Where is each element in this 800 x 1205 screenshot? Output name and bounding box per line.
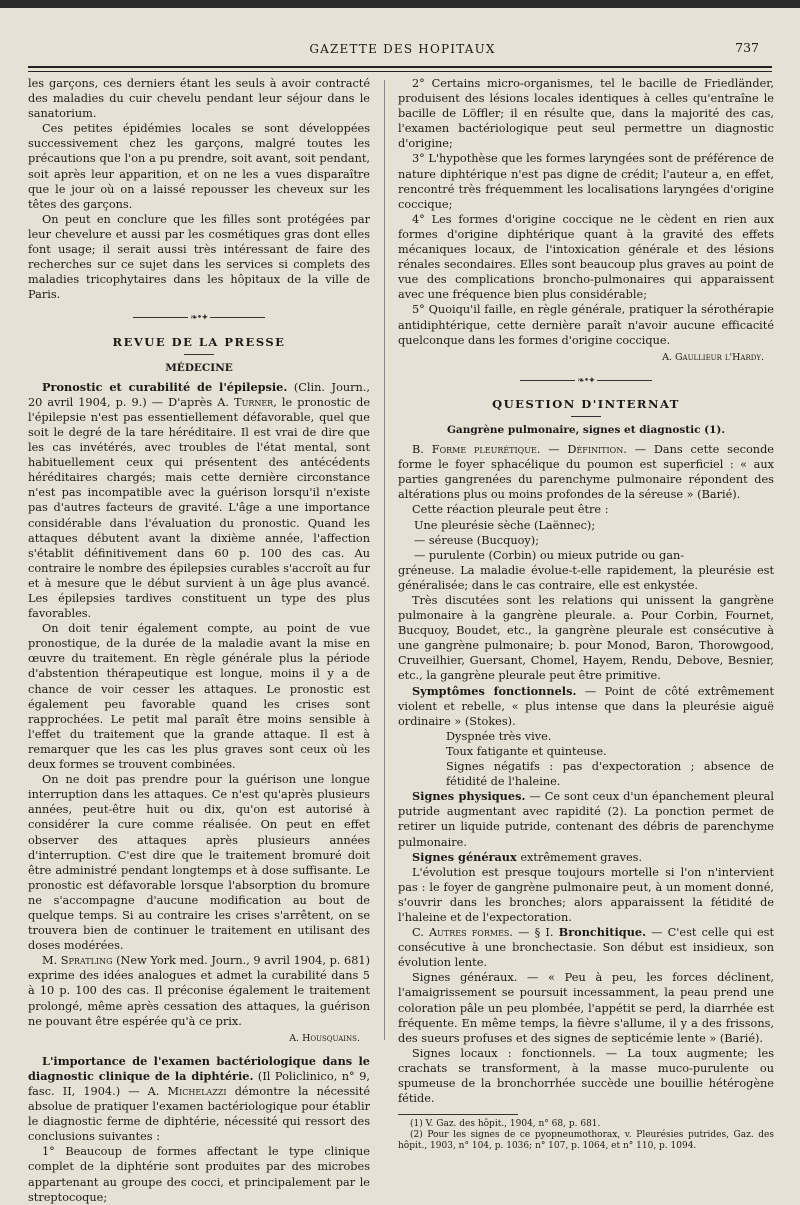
article-text: , le pronostic de l'épilepsie n'est pas essentiellement défavorable, quel que soit le degré de la tare héréditaire. Il est vrai de dire que les cas invétérés, avec troubles de l'état mental, sont habituellement ceux qui présentent des antécédents héréditaires chargés; mais cette dernière circonstance n'est pas incompatible avec la guérison lorsqu'il n'existe pas d'autres facteurs de gravité. L'âge a une importance considérable dans l'évaluation du pronostic. Quand les attaques débutent avant la dixième année, l'affection s'établit définitivement dans 60 p. 100 des cas. Au contraire le nombre des épilepsies curables s'accroît au fur et à mesure que le début survient à un âge plus avancé. Les épilepsies tardives constituent un type des plus favorables.	[28, 395, 370, 621]
author: M. Spratling	[42, 954, 113, 968]
paragraph	[398, 850, 774, 865]
article-text: — Ce sont ceux d'un épanchement pleural putride augmentant avec rapidité (2). La ponction permet de retirer un liquide putride, contenant des débris de parenchyme pulmonaire.	[398, 790, 775, 849]
section-title: REVUE DE LA PRESSE	[112, 334, 286, 349]
article-text: démontre la nécessité absolue de pratiquer l'examen bactériologique pour établir le diagnostic ferme de diphtérie, nécessité qui ressort des conclusions suivantes :	[28, 1085, 371, 1144]
paragraph: 3° L'hypothèse que les formes laryngées sont de préférence de nature diphtérique n'est pas digne de crédit; l'auteur a, en effet, rencontré très fréquemment les localisations laryngées d'origine coccique;	[398, 152, 774, 211]
left-column	[28, 76, 370, 1205]
paragraph: 5° Quoiqu'il faille, en règle générale, pratiquer la sérothérapie antidiphtérique, cette dernière paraît n'avoir aucune efficacité quelconque dans les formes d'origine coccique.	[398, 303, 774, 347]
paragraph: Signes locaux : fonctionnels. — La toux augmente; les crachats se transforment, à la masse muco-purulente ou spumeuse de la bronchorrhée succède une bouillie hétérogène fétide.	[398, 1046, 774, 1106]
list-item: — séreuse (Bucquoy);	[414, 533, 540, 547]
article-epilepsie	[28, 380, 370, 622]
list-item: — purulente (Corbin) ou mieux putride ou gan-	[414, 548, 685, 562]
author: Turner	[234, 395, 274, 409]
list-item: Une pleurésie sèche (Laënnec);	[414, 518, 596, 532]
subsection-title: Gangrène pulmonaire, signes et diagnostic (1).	[446, 423, 726, 436]
article-text: — Dans cette seconde forme le foyer sphacélique du poumon est superficiel : « aux parties gangrenées du parenchyme pulmonaire répondent des altérations plus ou moins profondes de la séreuse » (Barié).	[398, 443, 774, 502]
paragraph: Toux fatigante et quinteuse.	[446, 744, 607, 758]
header-rule	[28, 66, 772, 68]
page-number: 737	[735, 40, 759, 55]
paragraph: 1° Beaucoup de formes affectant le type clinique complet de la diphtérie sont produites par des microbes appartenant au groupe des cocci, et principalement par le streptocoque;	[28, 1145, 370, 1204]
section-ornament: ❧•✦	[398, 374, 774, 389]
footnote-rule	[398, 1114, 518, 1115]
paragraph: Ces petites épidémies locales se sont développées successivement chez les garçons, malgré toutes les précautions que l'on a pu prendre, soit avant, soit pendant, soit après leur apparition, et on ne les a vues disparaître que le jour où on a laissé repousser les cheveux sur les têtes des garçons.	[28, 122, 370, 211]
divider	[571, 416, 601, 417]
paragraph	[398, 789, 774, 849]
subsection-title: MÉDECINE	[165, 361, 233, 374]
section-ornament: ❧•✦	[28, 311, 370, 326]
running-header	[40, 42, 765, 56]
signature: A. Gaullieur l'Hardy.	[662, 351, 764, 363]
paragraph: Dyspnée très vive.	[446, 729, 552, 743]
signature: A. Housquains.	[289, 1032, 360, 1044]
author: Michelazzi	[167, 1085, 227, 1098]
paragraph	[398, 442, 774, 502]
heading-inline: Bronchitique.	[558, 925, 647, 940]
article-text: extrêmement graves.	[520, 850, 643, 864]
paragraph: On peut en conclure que les filles sont protégées par leur chevelure et aussi par les cosmétiques gras dont elles font usage; il serait aussi très intéressant de faire des recherches sur ce sujet dans les services si complets des maladies tricophytaires dans les hôpitaux de la ville de Paris.	[28, 212, 370, 302]
article-title: L'importance de l'examen bactériologique dans le diagnostic clinique de la diphtérie.	[28, 1053, 370, 1083]
heading-inline: Signes physiques.	[412, 789, 526, 804]
divider	[184, 354, 214, 355]
pleuresie-list	[414, 518, 774, 563]
article-ref: (Il Policlinico, n° 9, fasc. II, 1904.) — A.	[28, 1069, 370, 1098]
article-text: — C'est celle qui est consécutive à une bronchectasie. Son début est insidieux, son évolution lente.	[398, 926, 775, 970]
paragraph: Signes généraux. — « Peu à peu, les forces déclinent, l'amaigrissement se poursuit incessamment, la peau prend une coloration pâle un peu plombée, l'appétit se perd, la diarrhée est fréquente. En même temps, la fièvre s'allume, il y a des frissons, des sueurs profuses et des signes de septicémie lente » (Barié).	[398, 971, 774, 1045]
paragraph: Cette réaction pleurale peut être :	[412, 503, 609, 517]
paragraph: Très discutées sont les relations qui unissent la gangrène pulmonaire à la gangrène pleurale. a. Pour Corbin, Fournet, Bucquoy, Boudet, etc., la gangrène pleurale est consécutive à une gangrène pulmonaire; b. pour Monod, Baron, Thorowgood, Cruveilhier, Guersant, Chomel, Hayem, Rendu, Debove, Besnier, etc., la gangrène pleurale peut être primitive.	[398, 594, 774, 683]
paragraph	[398, 684, 774, 729]
heading-inline: Signes généraux	[412, 849, 517, 864]
article-text: (New York med. Journ., 9 avril 1904, p. 681) exprime des idées analogues et admet la curabilité dans 5 à 10 p. 100 des cas. Il préconise également le traitement prolongé, même après cessation des attaques, la guérison ne pouvant être espérée qu'à ce prix.	[28, 954, 370, 1028]
heading-inline: Symptômes fonctionnels.	[412, 683, 577, 698]
heading-inline: B. Forme pleurétique. — Définition.	[412, 443, 627, 457]
paragraph: On ne doit pas prendre pour la guérison une longue interruption dans les attaques. Ce n'est qu'après plusieurs années, peut-être huit ou dix, qu'on est autorisé à considérer la cure comme réalisée. On peut en effet observer des attaques après plusieurs années d'interruption. C'est dire que le traitement bromuré doit être administré pendant longtemps et à dose suffisante. Le pronostic est défavorable lorsque l'absorption du bromure ne s'accompagne d'aucune modification au bout de quelque temps. Si au contraire les crises s'arrêtent, on se trouvera bien de continuer le traitement en utilisant des doses modérées.	[28, 773, 370, 953]
article-diphterie	[28, 1054, 370, 1145]
footnote: (1) V. Gaz. des hôpit., 1904, n° 68, p. 681.	[410, 1119, 601, 1130]
paragraph: 2° Certains micro-organismes, tel le bacille de Friedländer, produisent des lésions locales identiques à celles qu'entraîne le bacille de Löffler; il en résulte que, dans la majorité des cas, l'examen bactériologique peut seul permettre un diagnostic d'origine;	[398, 77, 774, 151]
paragraph: 4° Les formes d'origine coccique ne le cèdent en rien aux formes d'origine diphtérique quant à la gravité des effets mécaniques locaux, de l'intoxication générale et des lésions rénales secondaires. Elles sont beaucoup plus graves au point de vue des complications broncho-pulmonaires qui apparaissent avec une fréquence bien plus considérable;	[398, 212, 774, 302]
paragraph: gréneuse. La maladie évolue-t-elle rapidement, la pleurésie est généralisée; dans le cas contraire, elle est enkystée.	[398, 563, 774, 592]
paragraph	[398, 925, 774, 970]
article-title: Pronostic et curabilité de l'épilepsie.	[42, 379, 288, 394]
paragraph: les garçons, ces derniers étant les seuls à avoir contracté des maladies du cuir chevelu pendant leur séjour dans le sanatorium.	[28, 77, 370, 121]
paragraph	[28, 953, 370, 1028]
column-separator	[384, 80, 385, 1040]
paragraph: Signes négatifs : pas d'expectoration ; absence de fétidité de l'haleine.	[446, 760, 774, 789]
journal-title: GAZETTE DES HOPITAUX	[309, 42, 496, 56]
paragraph: L'évolution est presque toujours mortelle si l'on n'intervient pas : le foyer de gangrène pulmonaire peut, à un moment donné, s'ouvrir dans les bronches; alors apparaissent la fétidité de l'haleine et de l'expectoration.	[398, 865, 774, 924]
scan-edge	[0, 0, 800, 8]
article-text: — Point de côté extrêmement violent et rebelle, « plus intense que dans la pleurésie aiguë ordinaire » (Stokes).	[398, 684, 774, 728]
header-rule-thin	[28, 71, 772, 72]
right-column	[398, 76, 774, 1152]
section-title: QUESTION D'INTERNAT	[492, 396, 680, 411]
footnote: (2) Pour les signes de ce pyopneumothorax, v. Pleurésies putrides, Gaz. des hôpit., 1903, n° 104, p. 1036; n° 107, p. 1064, et n° 110, p. 1094.	[398, 1130, 774, 1152]
article-ref: (Clin. Journ., 20 avril 1904, p. 9.) — D'après A.	[28, 380, 371, 409]
paragraph: On doit tenir également compte, au point de vue pronostique, de la durée de la maladie avant la mise en œuvre du traitement. En règle générale plus la période d'abstention thérapeutique est longue, moins il y a de chance de voir cesser les attaques. Le pronostic est également peu favorable quand les crises sont rapprochées. Le petit mal paraît être moins sensible à l'effet du traitement que la grande attaque. Il est à remarquer que les cas les plus graves sont ceux où les deux formes se trouvent combinées.	[28, 622, 370, 772]
heading-inline: C. Autres formes. — § I.	[412, 926, 554, 940]
